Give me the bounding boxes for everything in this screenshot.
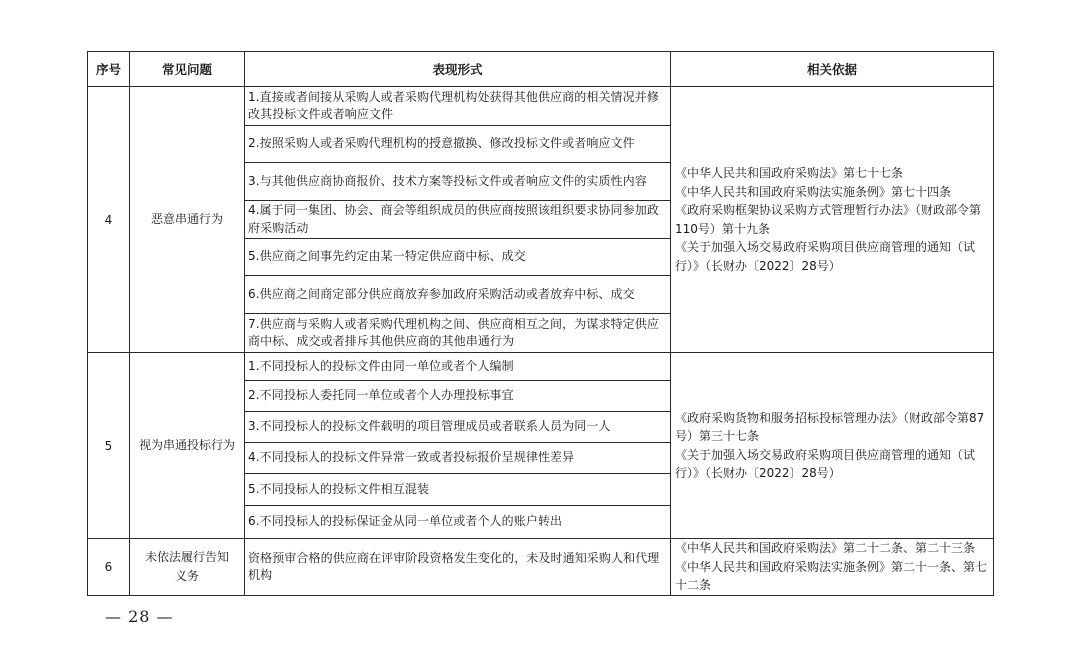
form-item: 6.供应商之间商定部分供应商放弃参加政府采购活动或者放弃中标、成交 [245, 276, 671, 314]
form-item: 4.不同投标人的投标文件异常一致或者投标报价呈规律性差异 [245, 443, 671, 474]
table-row [88, 353, 994, 381]
basis-item: 《中华人民共和国政府采购法》第七十七条 [675, 166, 904, 180]
row-problem: 恶意串通行为 [130, 87, 245, 353]
form-item: 6.不同投标人的投标保证金从同一单位或者个人的账户转出 [245, 506, 671, 539]
row-number: 6 [88, 539, 130, 596]
form-item: 2.不同投标人委托同一单位或者个人办理投标事宜 [245, 381, 671, 412]
header-form: 表现形式 [245, 52, 671, 87]
form-item: 3.与其他供应商协商报价、技术方案等投标文件或者响应文件的实质性内容 [245, 163, 671, 201]
regulation-table [87, 51, 994, 596]
form-item: 3.不同投标人的投标文件载明的项目管理成员或者联系人员为同一人 [245, 412, 671, 443]
header-basis: 相关依据 [671, 52, 994, 87]
row-problem: 视为串通投标行为 [130, 353, 245, 539]
row-number: 5 [88, 353, 130, 539]
table-row [88, 87, 994, 126]
basis-item: 《中华人民共和国政府采购法实施条例》第七十四条 [675, 184, 952, 199]
table-header-row [88, 52, 994, 87]
basis-cell [671, 539, 994, 596]
page-number: — 28 — [105, 607, 174, 626]
row-number: 4 [88, 87, 130, 353]
table-row [88, 539, 994, 596]
form-item: 2.按照采购人或者采购代理机构的授意撤换、修改投标文件或者响应文件 [245, 126, 671, 163]
basis-item: 《政府采购货物和服务招标投标管理办法》（财政部令第87号）第三十七条 [675, 410, 985, 443]
header-problem: 常见问题 [130, 52, 245, 87]
form-item: 4.属于同一集团、协会、商会等组织成员的供应商按照该组织要求协同参加政府采购活动 [245, 201, 671, 239]
header-no: 序号 [88, 52, 130, 87]
basis-item: 《中华人民共和国政府采购法实施条例》第二十一条、第七十二条 [675, 559, 988, 593]
basis-cell [671, 87, 994, 353]
form-item: 1.不同投标人的投标文件由同一单位或者个人编制 [245, 353, 671, 381]
form-item: 5.供应商之间事先约定由某一特定供应商中标、成交 [245, 239, 671, 276]
basis-item: 《中华人民共和国政府采购法》第二十二条、第二十三条 [675, 541, 976, 556]
row-problem: 未依法履行告知义务 [130, 539, 245, 596]
form-item: 7.供应商与采购人或者采购代理机构之间、供应商相互之间，为谋求特定供应商中标、成交或者排斥其他供应商的其他串通行为 [245, 314, 671, 353]
basis-item: 《政府采购框架协议采购方式管理暂行办法》（财政部令第110号）第十九条 [675, 203, 982, 236]
basis-item: 《关于加强入场交易政府采购项目供应商管理的通知（试行）》（长财办〔2022〕28号） [675, 447, 976, 480]
form-item: 5.不同投标人的投标文件相互混装 [245, 474, 671, 506]
basis-item: 《关于加强入场交易政府采购项目供应商管理的通知（试行）》（长财办〔2022〕28号） [675, 240, 976, 273]
form-item: 资格预审合格的供应商在评审阶段资格发生变化的，未及时通知采购人和代理机构 [245, 539, 671, 596]
form-item: 1.直接或者间接从采购人或者采购代理机构处获得其他供应商的相关情况并修改其投标文件或者响应文件 [245, 87, 671, 126]
basis-cell [671, 353, 994, 539]
